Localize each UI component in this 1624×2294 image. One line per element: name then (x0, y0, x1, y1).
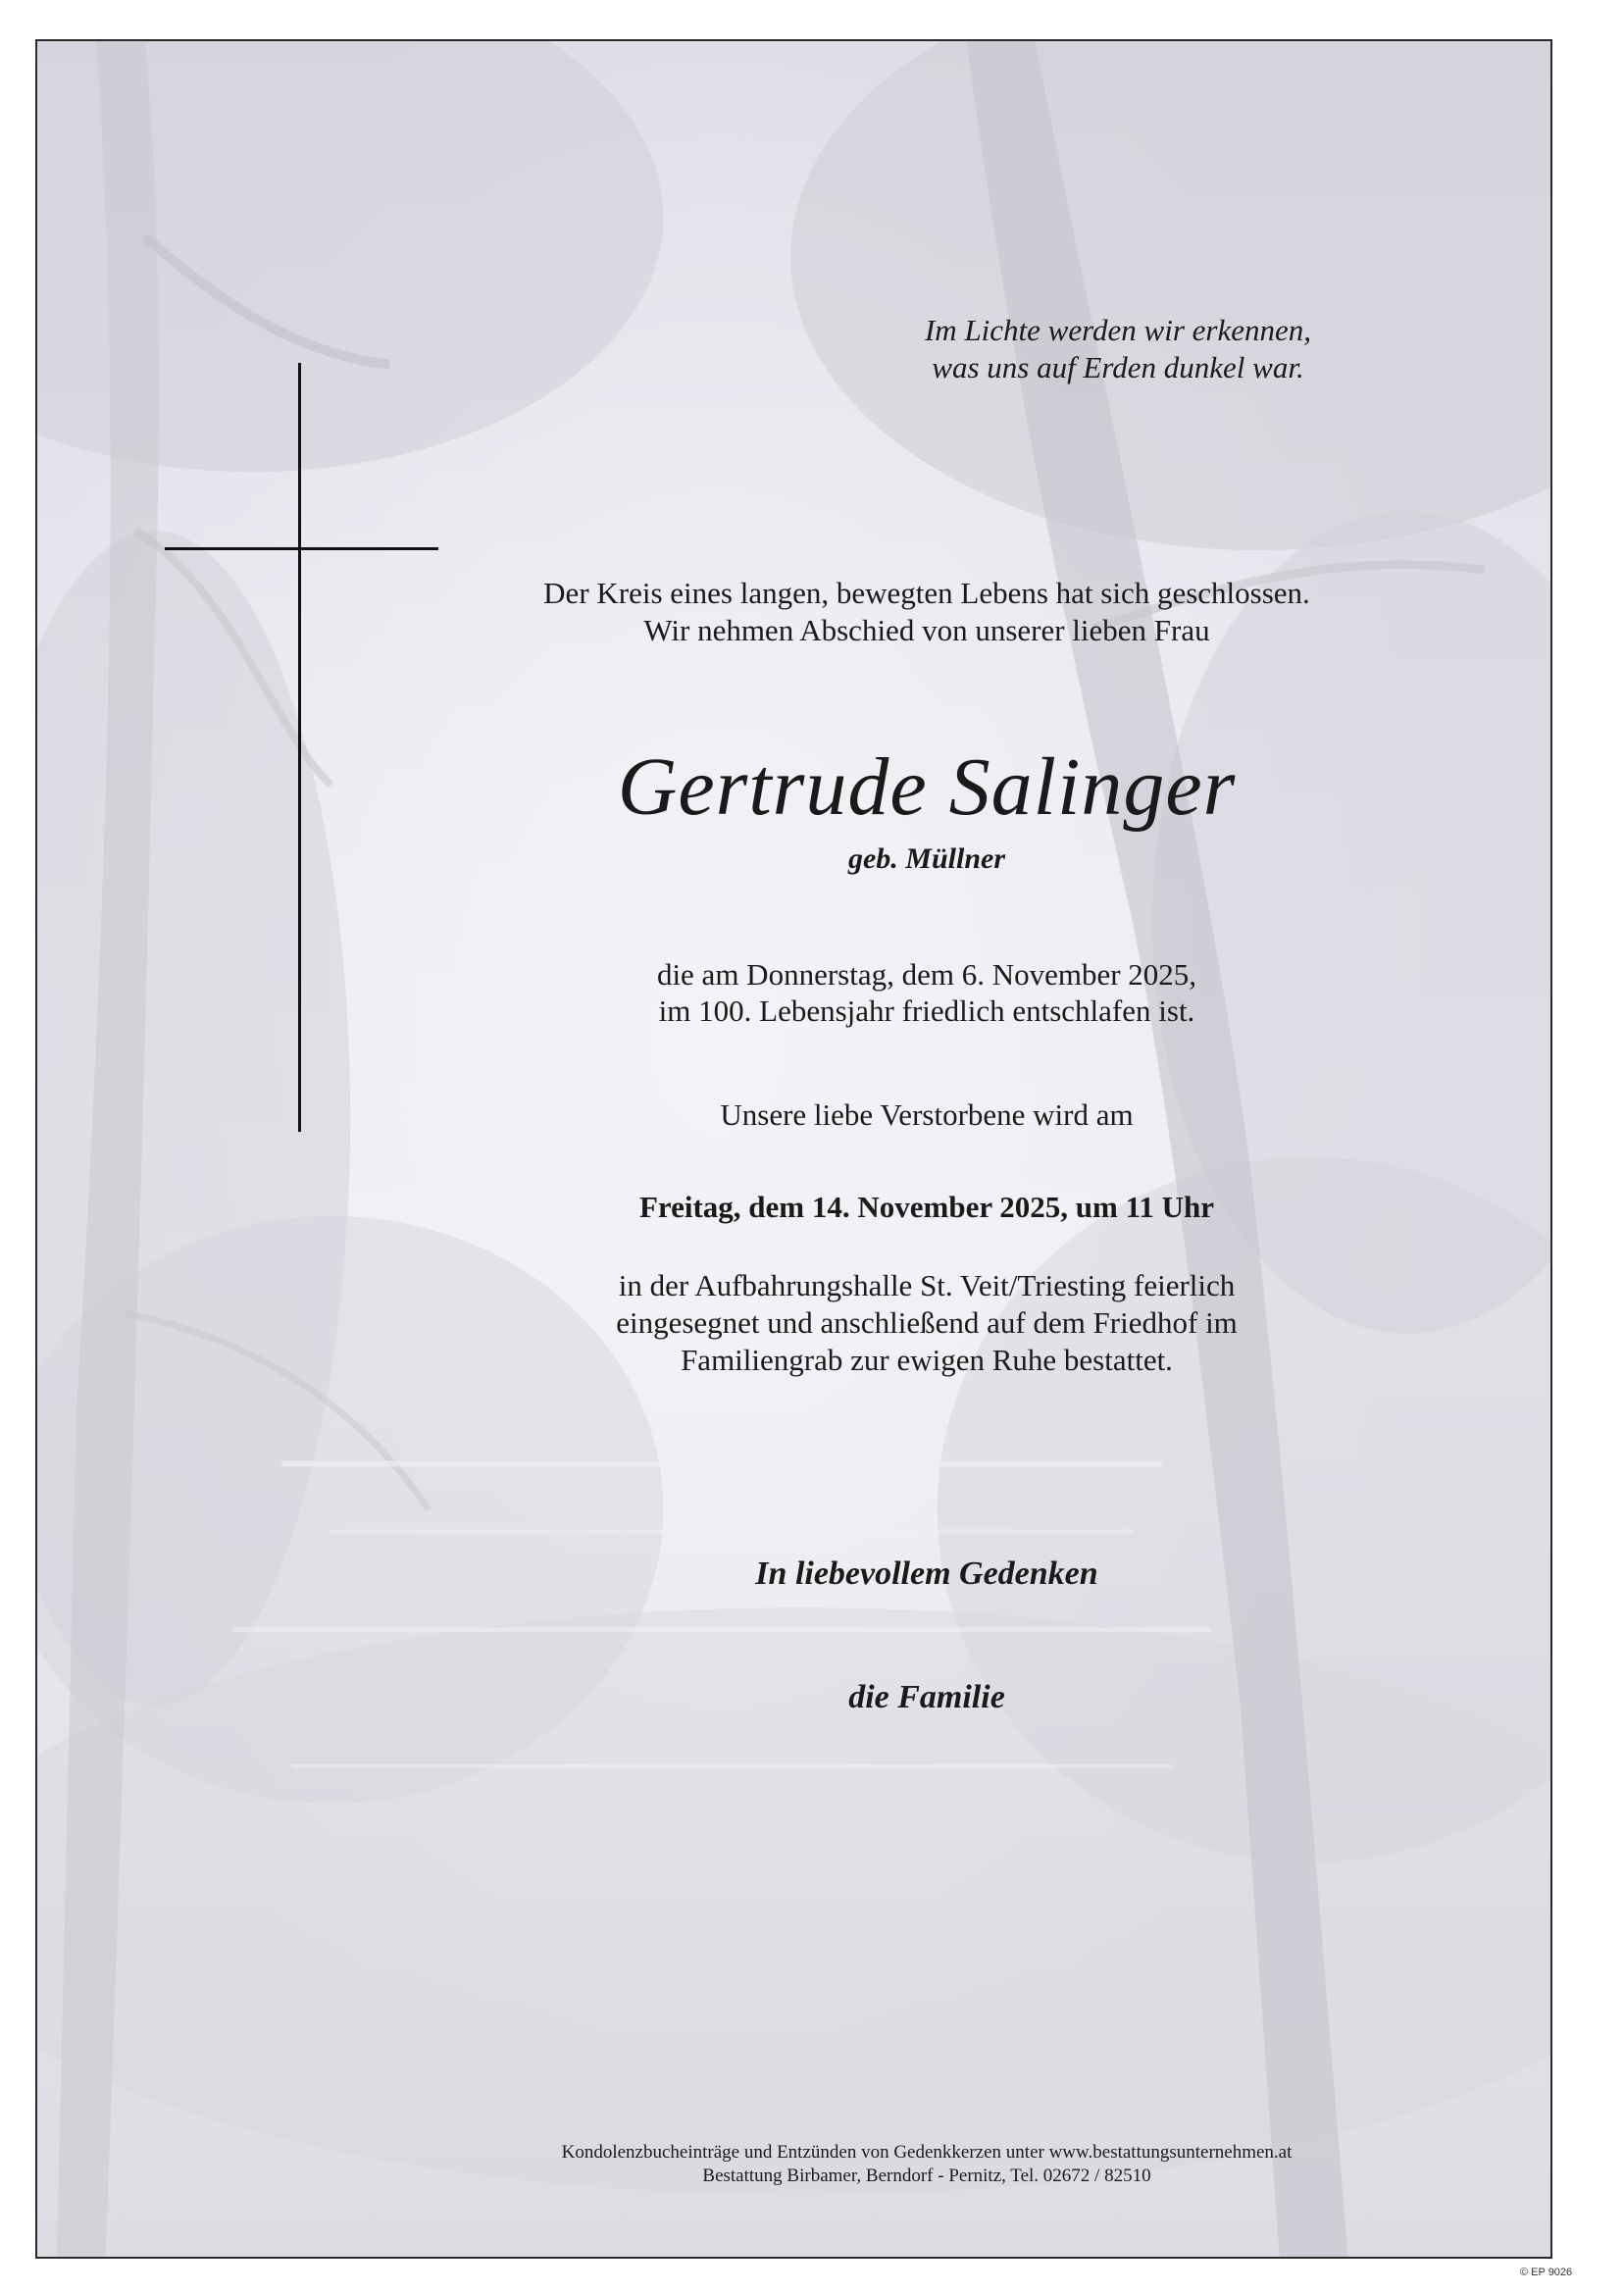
motto-line-2: was uns auf Erden dunkel war. (932, 350, 1304, 384)
product-code: © EP 9026 (1520, 2267, 1573, 2278)
footer-condolence-line: Kondolenzbucheinträge und Entzünden von Gedenkkerzen unter www.bestattungsunternehmen.at (561, 2142, 1293, 2163)
maiden-name: geb. Müllner (847, 842, 1006, 875)
motto-line-1: Im Lichte werden wir erkennen, (924, 313, 1311, 347)
memorial-text: In liebevollem Gedenken (755, 1555, 1098, 1592)
funeral-place-line-2: eingesegnet und anschließend auf dem Friedhof im (616, 1305, 1238, 1340)
funeral-place-line-3: Familiengrab zur ewigen Ruhe bestattet. (681, 1343, 1173, 1377)
cross-vertical-bar (298, 363, 301, 1132)
intro-line-1: Der Kreis eines langen, bewegten Lebens hat sich geschlossen. (543, 576, 1310, 610)
funeral-place-line-1: in der Aufbahrungshalle St. Veit/Triesting feierlich (618, 1268, 1236, 1302)
death-notice-line-1: die am Donnerstag, dem 6. November 2025, (656, 957, 1197, 992)
intro-line-2: Wir nehmen Abschied von unserer lieben Frau (643, 613, 1210, 647)
death-notice-line-2: im 100. Lebensjahr friedlich entschlafen ist. (658, 994, 1195, 1028)
family-signature: die Familie (848, 1679, 1005, 1715)
funeral-date: Freitag, dem 14. November 2025, um 11 Uhr (638, 1190, 1215, 1224)
deceased-name: Gertrude Salinger (617, 741, 1237, 833)
cross-horizontal-bar (165, 547, 438, 550)
footer-funeral-home-line: Bestattung Birbamer, Berndorf - Pernitz, Tel. 02672 / 82510 (702, 2166, 1151, 2186)
funeral-intro: Unsere liebe Verstorbene wird am (720, 1097, 1134, 1132)
